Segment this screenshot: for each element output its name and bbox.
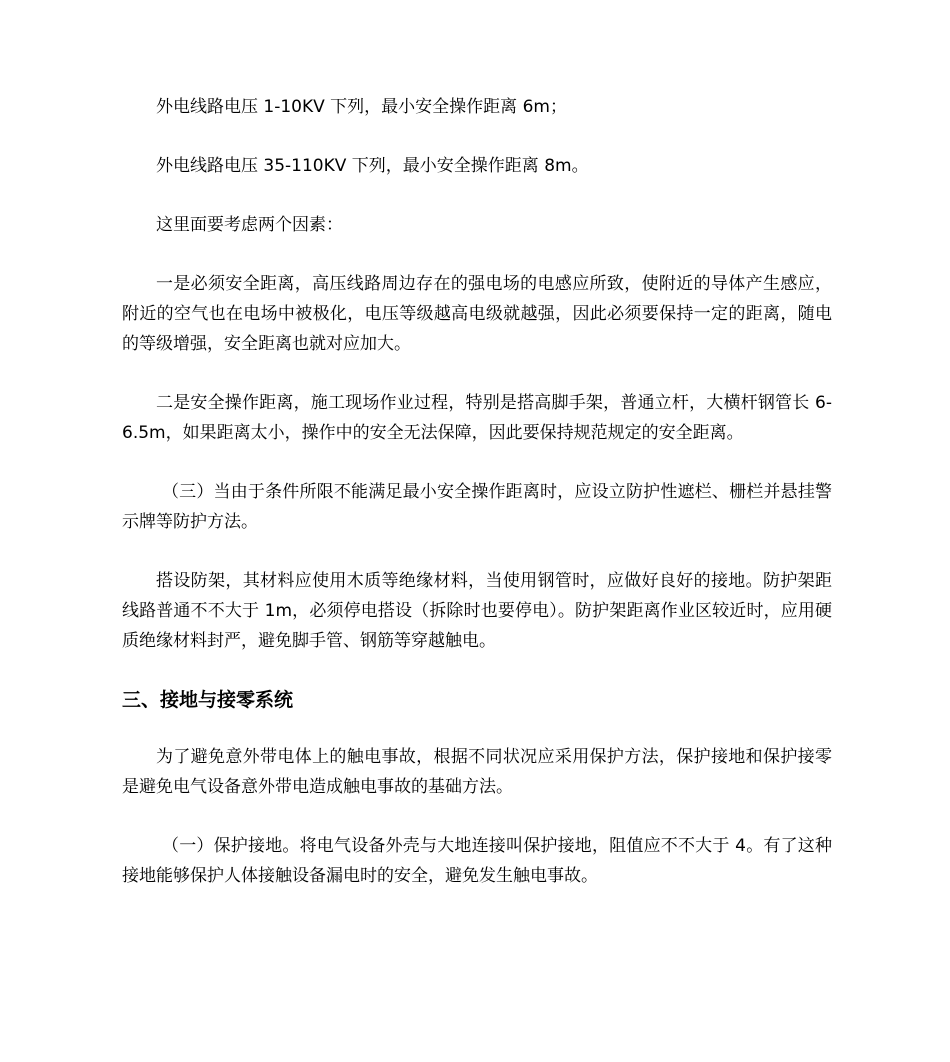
paragraph-item-three: （三）当由于条件所限不能满足最小安全操作距离时，应设立防护性遮栏、栅栏并悬挂警示牌等防护方法。: [122, 482, 832, 532]
paragraph-voltage-35-110kv: 外电线路电压 35-110KV 下列，最小安全操作距离 8m。: [156, 156, 589, 176]
document-page: [122, 92, 832, 920]
paragraph-two-factors: 这里面要考虑两个因素：: [156, 215, 343, 235]
paragraph-factor-two: 二是安全操作距离，施工现场作业过程，特别是搭高脚手架，普通立杆，大横杆钢管长 6-6.5m，如果距离太小，操作中的安全无法保障，因此要保持规范规定的安全距离。: [122, 393, 832, 443]
paragraph-voltage-1-10kv: 外电线路电压 1-10KV 下列，最小安全操作距离 6m；: [156, 97, 567, 117]
paragraph-protective-grounding: （一）保护接地。将电气设备外壳与大地连接叫保护接地，阻值应不不大于 4。有了这种接地能够保护人体接触设备漏电时的安全，避免发生触电事故。: [122, 836, 832, 886]
section-heading: 三、接地与接零系统: [122, 689, 294, 711]
paragraph-factor-one: 一是必须安全距离，高压线路周边存在的强电场的电感应所致，使附近的导体产生感应，附近的空气也在电场中被极化，电压等级越高电级就越强，因此必须要保持一定的距离，随电的等级增强，安全距离也就对应加大。: [122, 274, 832, 354]
paragraph-avoid-electrocution: 为了避免意外带电体上的触电事故，根据不同状况应采用保护方法，保护接地和保护接零是避免电气设备意外带电造成触电事故的基础方法。: [122, 747, 832, 797]
paragraph-protective-frame: 搭设防架，其材料应使用木质等绝缘材料，当使用钢管时，应做好良好的接地。防护架距线路普通不不大于 1m，必须停电搭设（拆除时也要停电）。防护架距离作业区较近时，应用硬质绝缘材料封严，避免脚手管、钢筋等穿越触电。: [122, 571, 832, 651]
